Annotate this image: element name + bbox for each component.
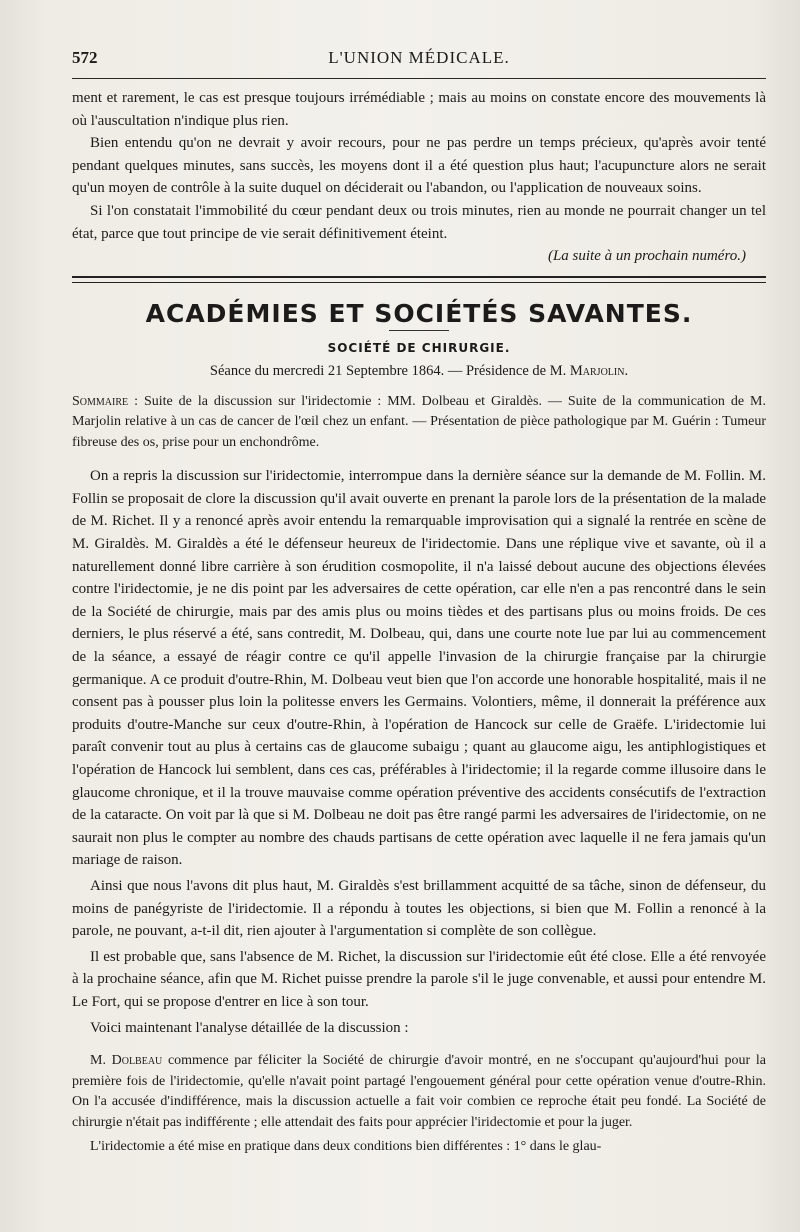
summary: [72, 392, 766, 454]
intro-section: [72, 87, 766, 268]
body-paragraph-3: Il est probable que, sans l'absence de M. Richet, la discussion sur l'iridectomie eût été close. Elle a été renvoyée à la prochaine séance, afin que M. Richet puisse prendre la parole s'il le juge convenable, et aussi pour entendre M. Le Fort, qui se propose d'entrer en lice à son tour.: [72, 948, 766, 1010]
society-name: SOCIÉTÉ DE CHIRURGIE.: [327, 340, 511, 355]
title-rule: [389, 330, 449, 331]
intro-paragraph-2: Bien entendu qu'on ne devrait y avoir recours, pour ne pas perdre un temps précieux, qu'après avoir tenté pendant quelques minutes, sans succès, les moyens dont il a été question plus haut; l'acupuncture alors ne serait qu'un moyen de contrôle à la suite duquel on déciderait ou l'abandon, ou l'application de nouveaux soins.: [72, 135, 766, 197]
summary-label: Sommaire :: [72, 393, 138, 409]
body-paragraph-2: Ainsi que nous l'avons dit plus haut, M. Giraldès s'est brillamment acquitté de sa tâche, sinon de défenseur, du moins de panégyriste de l'iridectomie. Il a répondu à toutes les objections, si bien que M. Follin a renoncé à la parole, ne pouvant, a-t-il dit, rien ajouter à l'argumentation si complète de son collègue.: [72, 877, 766, 940]
analysis-section: [72, 1051, 766, 1158]
page-number: 572: [72, 48, 98, 67]
running-header: [72, 44, 766, 79]
article-body: [72, 465, 766, 1039]
analysis-intro: Voici maintenant l'analyse détaillée de la discussion :: [90, 1019, 409, 1036]
seance-president: Marjolin.: [569, 362, 629, 379]
dolbeau-name: M. Dolbeau: [90, 1053, 163, 1069]
seance-text: Séance du mercredi 21 Septembre 1864. — Présidence de M.: [209, 362, 567, 379]
section-title: ACADÉMIES ET SOCIÉTÉS SAVANTES.: [145, 298, 693, 328]
continuation-note: (La suite à un prochain numéro.): [547, 248, 746, 265]
intro-paragraph-1: ment et rarement, le cas est presque toujours irrémédiable ; mais au moins on constate encore des mouvements là où l'auscultation n'indique plus rien.: [72, 90, 766, 129]
section-divider: [72, 276, 766, 283]
body-paragraph-1: On a repris la discussion sur l'iridectomie, interrompue dans la dernière séance sur la demande de M. Follin. M. Follin se proposait de clore la discussion qu'il avait ouverte en prenant la parole lors de la présentation de la malade de M. Richet. Il y a renoncé après avoir entendu la remarquable improvisation qui a signalé la rentrée en scène de M. Giraldès. M. Giraldès a été le défenseur heureux de l'iridectomie. Dans une réplique vive et savante, où il a naturellement donné libre carrière à son érudition cosmopolite, il n'a laissé debout aucune des objections élevées contre l'iridectomie, je ne dis point par les adversaires de cette opération, car elle n'en a pas rencontré dans le sein de la Société de chirurgie, mais par des amis plus ou moins tièdes et des partisans plus ou moins froids. De ces derniers, le plus réservé a été, sans contredit, M. Dolbeau, qui, dans une courte note lue par lui au commencement de la séance, a essayé de réagir contre ce qu'il appelle l'invasion de la chirurgie française par la chirurgie germanique. A ce produit d'outre-Rhin, M. Dolbeau veut bien que l'on accorde une honorable hospitalité, mais il ne consent pas à pousser plus loin la politesse envers les Germains. Volontiers, même, il donnerait la préférence aux produits d'outre-Manche sur ceux d'outre-Rhin, à l'opération de Hancock sur celle de Graëfe. L'iridectomie lui paraît convenir tout au plus à certains cas de glaucome subaigu ; quant au glaucome aigu, les antiphlogistiques et l'opération de Hancock lui semblent, dans ces cas, préférables à l'iridectomie; il la regarde comme illusoire dans le glaucome chronique, et il la trouve mauvaise comme opération préventive des accidents consécutifs de l'extraction de la cataracte. On voit par là que si M. Dolbeau ne doit pas être rangé parmi les adversaires de l'iridectomie, on ne saurait non plus le compter au nombre des chauds partisans de cette opération avec laquelle il ne fera jamais qu'un mariage de raison.: [72, 468, 766, 869]
summary-text: Suite de la discussion sur l'iridectomie : MM. Dolbeau et Giraldès. — Suite de la communication de M. Marjolin relative à un cas de cancer de l'œil chez un enfant. — Présentation de pièce pathologique par M. Guérin : Tumeur fibreuse des os, prise pour un enchondrôme.: [72, 393, 766, 450]
dolbeau-text: commence par féliciter la Société de chirurgie d'avoir montré, en ne s'occupant qu'aujourd'hui pour la première fois de l'iridectomie, qu'elle n'avait point partagé l'engouement général pour cette opération venue d'outre-Rhin. On l'a accusée d'indifférence, mais la discussion actuelle a fait voir combien ce reproche était peu fondé. La Société de chirurgie n'était pas indifférente ; elle attendait des faits pour apprécier l'iridectomie et pour la juger.: [72, 1053, 766, 1130]
last-line: L'iridectomie a été mise en pratique dans deux conditions bien différentes : 1° dans le glau-: [90, 1139, 602, 1155]
running-title: L'UNION MÉDICALE.: [328, 48, 510, 67]
dolbeau-paragraph: [72, 1051, 766, 1133]
intro-paragraph-3: Si l'on constatait l'immobilité du cœur pendant deux ou trois minutes, rien au monde ne pourrait changer un tel état, parce que tout principe de vie serait définitivement éteint.: [72, 202, 766, 242]
seance-line: [72, 363, 766, 380]
